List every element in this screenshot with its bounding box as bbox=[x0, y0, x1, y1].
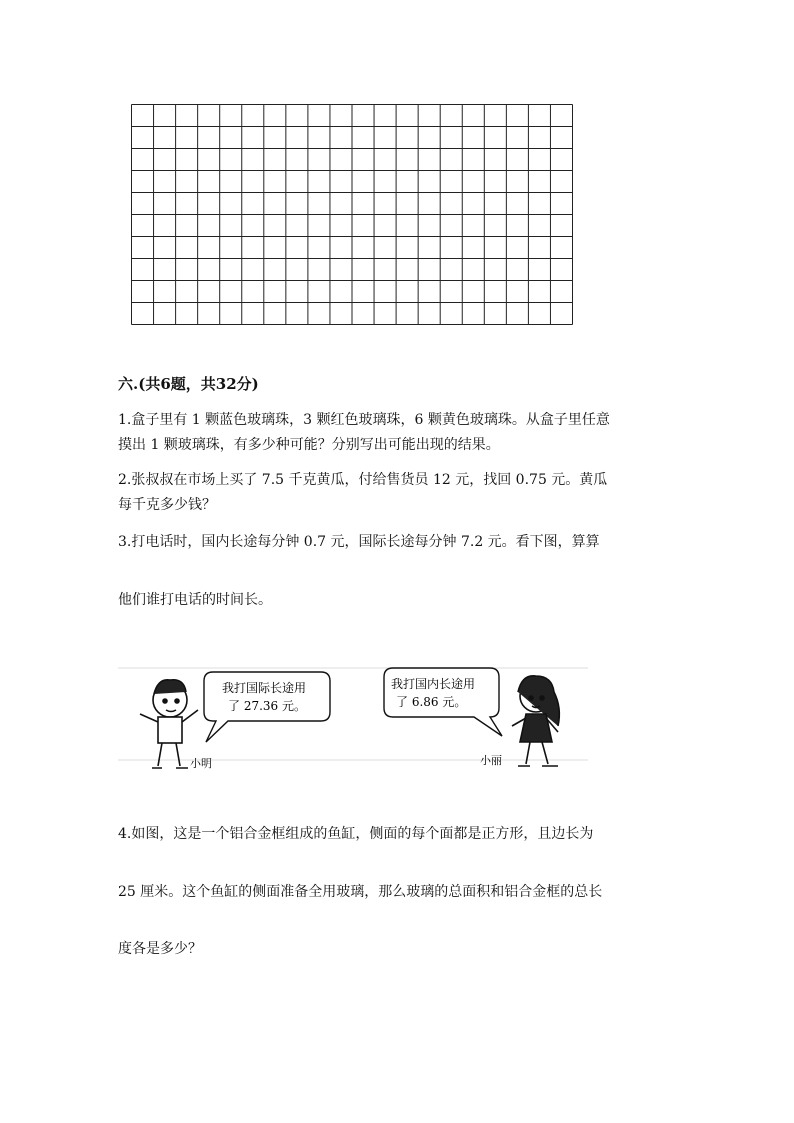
girl-bubble-line-2: 了 6.86 元。 bbox=[396, 695, 467, 709]
section-title: 六.(共6题，共32分) bbox=[118, 375, 259, 393]
question-4-line-1: 4.如图，这是一个铝合金框组成的鱼缸，侧面的每个面都是正方形，且边长为 bbox=[118, 826, 594, 842]
boy-bubble-line-2: 了 27.36 元。 bbox=[228, 699, 306, 713]
boy-figure bbox=[140, 680, 198, 768]
question-1-line-1: 1.盒子里有 1 颗蓝色玻璃珠，3 颗红色玻璃珠，6 颗黄色玻璃珠。从盒子里任意 bbox=[118, 412, 610, 428]
question-2-line-1: 2.张叔叔在市场上买了 7.5 千克黄瓜，付给售货员 12 元，找回 0.75 元。黄瓜 bbox=[118, 472, 608, 488]
girl-bubble-line-1: 我打国内长途用 bbox=[391, 677, 476, 691]
phone-call-illustration bbox=[118, 660, 588, 780]
question-1-line-2: 摸出 1 颗玻璃珠，有多少种可能？分别写出可能出现的结果。 bbox=[118, 437, 500, 453]
question-4-line-2: 25 厘米。这个鱼缸的侧面准备全用玻璃，那么玻璃的总面积和铝合金框的总长 bbox=[118, 884, 603, 900]
question-3-line-2: 他们谁打电话的时间长。 bbox=[118, 592, 272, 608]
boy-bubble-line-1: 我打国际长途用 bbox=[222, 681, 307, 695]
question-4-line-3: 度各是多少？ bbox=[118, 941, 202, 957]
girl-name-label: 小丽 bbox=[480, 754, 502, 767]
question-1 bbox=[118, 408, 678, 458]
question-3-line-1: 3.打电话时，国内长途每分钟 0.7 元，国际长途每分钟 7.2 元。看下图，算算 bbox=[118, 534, 600, 550]
question-2-line-2: 每千克多少钱？ bbox=[118, 497, 216, 513]
writing-grid bbox=[131, 104, 573, 325]
girl-figure bbox=[512, 676, 559, 766]
boy-name-label: 小明 bbox=[190, 757, 212, 770]
question-2 bbox=[118, 468, 678, 518]
